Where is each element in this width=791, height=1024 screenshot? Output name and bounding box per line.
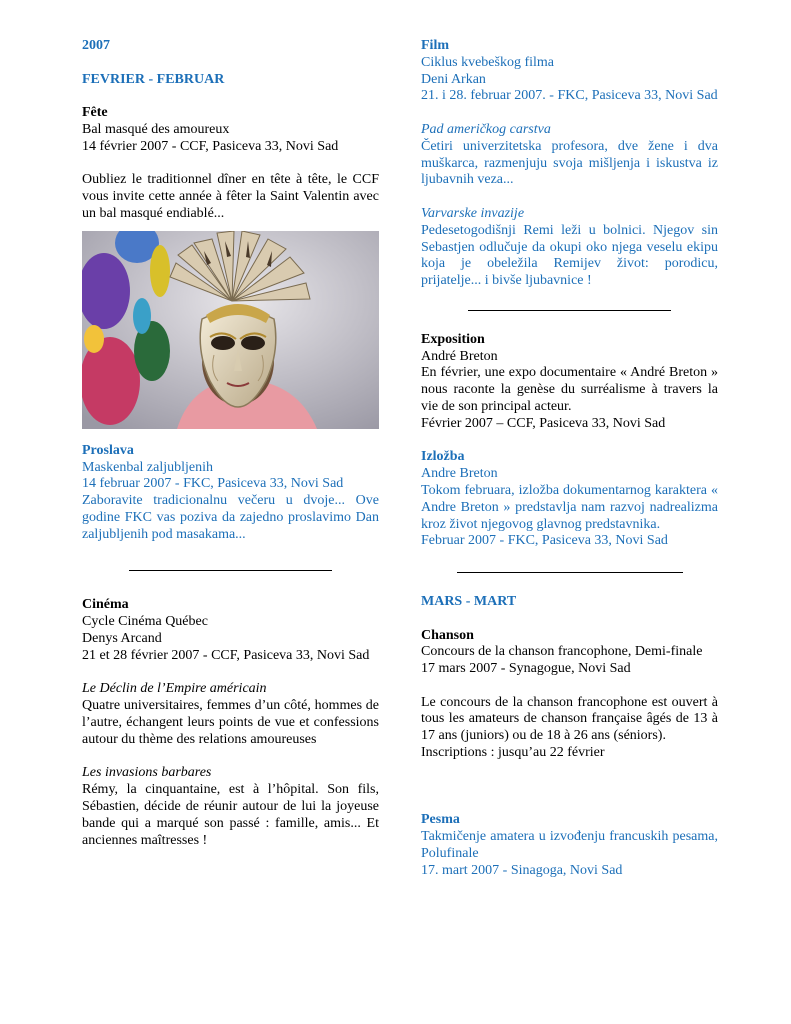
exposition-subject: André Breton [421,348,498,364]
exposition-description: En février, une expo documentaire « André Breton » nous raconte la genèse du surréalisme à travers la vie de son principal acteur. [421,365,718,414]
exposition-heading: Exposition [421,331,485,347]
fete-title: Bal masqué des amoureux [82,121,230,137]
cinema-heading: Cinéma [82,597,129,613]
section-divider [468,310,671,311]
proslava-description: Zaboravite tradicionalnu večeru u dvoje... Ove godine FKC vas poziva da zajedno proslavimo Dan zaljubljenih pod masakama... [82,493,379,542]
pesma-heading: Pesma [421,812,460,828]
film-cycle: Ciklus kvebeškog filma [421,54,554,70]
proslava-title: Maskenbal zaljubljenih [82,459,214,475]
film2-description: Pedesetogodišnji Remi leži u bolnici. Njegov sin Sebastjen odlučuje da okupi oko njega veselu ekipu koja je obeležila Remijev život: porodicu, prijatelje... i bivše ljubavnice ! [421,222,718,289]
cinema-film1-title: Le Déclin de l’Empire américain [82,681,267,697]
month-heading: FEVRIER - FEBRUAR [82,71,225,87]
izlozba-heading: Izložba [421,449,465,465]
chanson-when: 17 mars 2007 - Synagogue, Novi Sad [421,661,631,677]
cinema-director: Denys Arcand [82,630,162,646]
film-director: Deni Arkan [421,71,486,87]
chanson-registration: Inscriptions : jusqu’au 22 février [421,745,605,761]
fete-heading: Fête [82,105,108,121]
film1-description: Četiri univerzitetska profesora, dve žene i dva muškarca, razmenjuju svoja mišljenja i iskustva iz ljubavnih veza... [421,138,718,188]
right-column [421,38,718,879]
cinema-film2-title: Les invasions barbares [82,765,212,781]
fete-when: 14 février 2007 - CCF, Pasiceva 33, Novi Sad [82,138,339,154]
izlozba-description: Tokom februara, izložba dokumentarnog karaktera « Andre Breton » predstavlja nam razvoj nadrealizma kroz život njegovog glavnog predstavnika. [421,482,718,532]
year-heading: 2007 [82,38,110,53]
film-when: 21. i 28. februar 2007. - FKC, Pasiceva 33, Novi Sad [421,88,718,104]
chanson-description: Le concours de la chanson francophone est ouvert à tous les amateurs de chanson française âgés de 13 à 17 ans (juniors) ou de 18 à 26 ans (séniors). [421,694,718,744]
cinema-cycle: Cycle Cinéma Québec [82,614,208,630]
month2-heading: MARS - MART [421,593,517,609]
fete-description: Oubliez le traditionnel dîner en tête à tête, le CCF vous invite cette année à fêter la Saint Valentin avec un bal masqué endiablé... [82,172,379,221]
chanson-heading: Chanson [421,627,474,643]
film-heading: Film [421,38,449,53]
section-divider [129,570,332,571]
left-column [82,38,379,849]
mask-photo [82,231,379,429]
izlozba-when: Februar 2007 - FKC, Pasiceva 33, Novi Sad [421,533,668,549]
section-divider [457,572,683,573]
cinema-film2-description: Rémy, la cinquantaine, est à l’hôpital. Son fils, Sébastien, décide de réunir autour de lui la joyeuse bande qui a marqué son passé : famille, amis... Et anciennes maîtresses ! [82,782,379,848]
cinema-when: 21 et 28 février 2007 - CCF, Pasiceva 33, Novi Sad [82,647,370,663]
proslava-when: 14 februar 2007 - FKC, Pasiceva 33, Novi Sad [82,476,344,492]
proslava-heading: Proslava [82,442,134,458]
pesma-title: Takmičenje amatera u izvođenju francuskih pesama, Polufinale [421,829,718,861]
film2-title: Varvarske invazije [421,205,525,221]
cinema-film1-description: Quatre universitaires, femmes d’un côté, hommes de l’autre, échangent leurs points de vue et confessions autour du thème des relations amoureuses [82,698,379,747]
film1-title: Pad američkog carstva [421,121,551,137]
izlozba-subject: Andre Breton [421,466,498,482]
exposition-when: Février 2007 – CCF, Pasiceva 33, Novi Sad [421,415,666,431]
pesma-when: 17. mart 2007 - Sinagoga, Novi Sad [421,862,623,878]
chanson-title: Concours de la chanson francophone, Demi-finale [421,644,703,660]
